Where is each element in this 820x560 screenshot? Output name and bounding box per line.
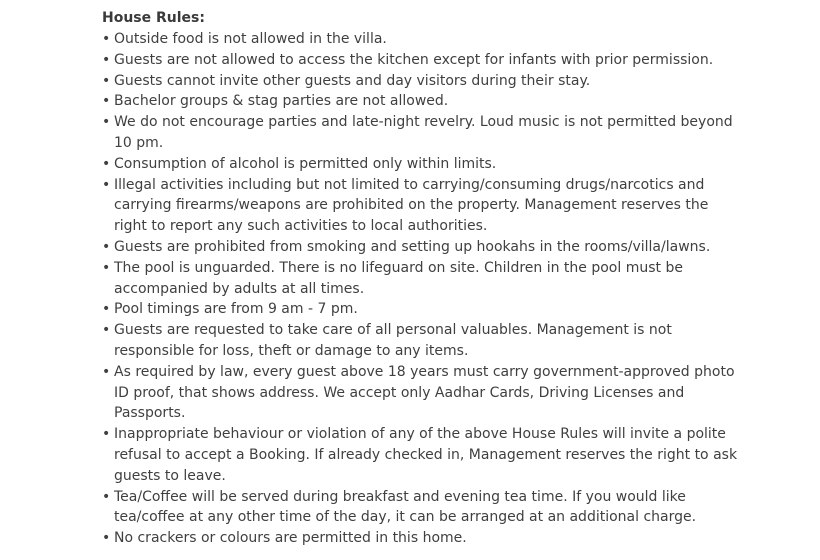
list-item <box>101 237 741 258</box>
list-item <box>101 175 741 237</box>
list-item <box>101 154 741 175</box>
rule-text: Guests cannot invite other guests and day visitors during their stay. <box>114 72 591 89</box>
list-item <box>101 50 741 71</box>
rule-text: We do not encourage parties and late-night revelry. Loud music is not permitted beyond 10 pm. <box>114 114 733 151</box>
list-item <box>101 320 741 362</box>
rule-text: No crackers or colours are permitted in this home. <box>114 530 467 547</box>
list-item <box>101 29 741 50</box>
bullet-icon: • <box>102 363 111 380</box>
bullet-icon: • <box>102 114 111 131</box>
rule-text: Guests are prohibited from smoking and setting up hookahs in the rooms/villa/lawns. <box>114 238 711 255</box>
rule-text: The pool is unguarded. There is no lifeguard on site. Children in the pool must be accompanied by adults at all times. <box>114 259 683 297</box>
bullet-icon: • <box>102 155 111 172</box>
list-item <box>101 91 741 112</box>
rule-text: Outside food is not allowed in the villa. <box>114 31 387 47</box>
house-rules-heading: House Rules: <box>102 10 205 26</box>
bullet-icon: • <box>102 426 111 443</box>
list-item <box>101 258 741 300</box>
house-rules-section <box>101 8 741 549</box>
bullet-icon: • <box>102 488 111 505</box>
bullet-icon: • <box>102 322 111 339</box>
rule-text: Consumption of alcohol is permitted only within limits. <box>114 155 497 172</box>
house-rules-list <box>101 29 741 549</box>
bullet-icon: • <box>102 301 111 318</box>
list-item <box>101 487 741 529</box>
list-item <box>101 299 741 320</box>
list-item <box>101 71 741 92</box>
list-item <box>101 424 741 486</box>
bullet-icon: • <box>102 530 111 547</box>
list-item <box>101 112 741 154</box>
bullet-icon: • <box>102 72 111 89</box>
rule-text: Tea/Coffee will be served during breakfast and evening tea time. If you would like tea/coffee at any other time of the day, it can be arranged at an additional charge. <box>114 488 697 526</box>
bullet-icon: • <box>102 93 111 110</box>
bullet-icon: • <box>102 176 111 193</box>
bullet-icon: • <box>102 31 111 47</box>
rule-text: Guests are requested to take care of all personal valuables. Management is not responsible for loss, theft or damage to any items. <box>114 322 672 359</box>
list-item <box>101 362 741 424</box>
bullet-icon: • <box>102 259 111 276</box>
rule-text: Inappropriate behaviour or violation of any of the above House Rules will invite a polite refusal to accept a Booking. If already checked in, Management reserves the right to ask guests to leave. <box>114 426 738 484</box>
bullet-icon: • <box>102 51 111 68</box>
rule-text: Bachelor groups & stag parties are not allowed. <box>114 93 449 110</box>
list-item <box>101 528 741 549</box>
rule-text: Guests are not allowed to access the kitchen except for infants with prior permission. <box>114 51 714 68</box>
bullet-icon: • <box>102 238 111 255</box>
rule-text: Illegal activities including but not limited to carrying/consuming drugs/narcotics and carrying firearms/weapons are prohibited on the property. Management reserves the right to report any such activities to local authorities. <box>114 176 709 235</box>
rule-text: As required by law, every guest above 18 years must carry government-approved photo ID proof, that shows address. We accept only Aadhar Cards, Driving Licenses and Passports. <box>114 363 735 422</box>
rule-text: Pool timings are from 9 am - 7 pm. <box>114 301 358 318</box>
